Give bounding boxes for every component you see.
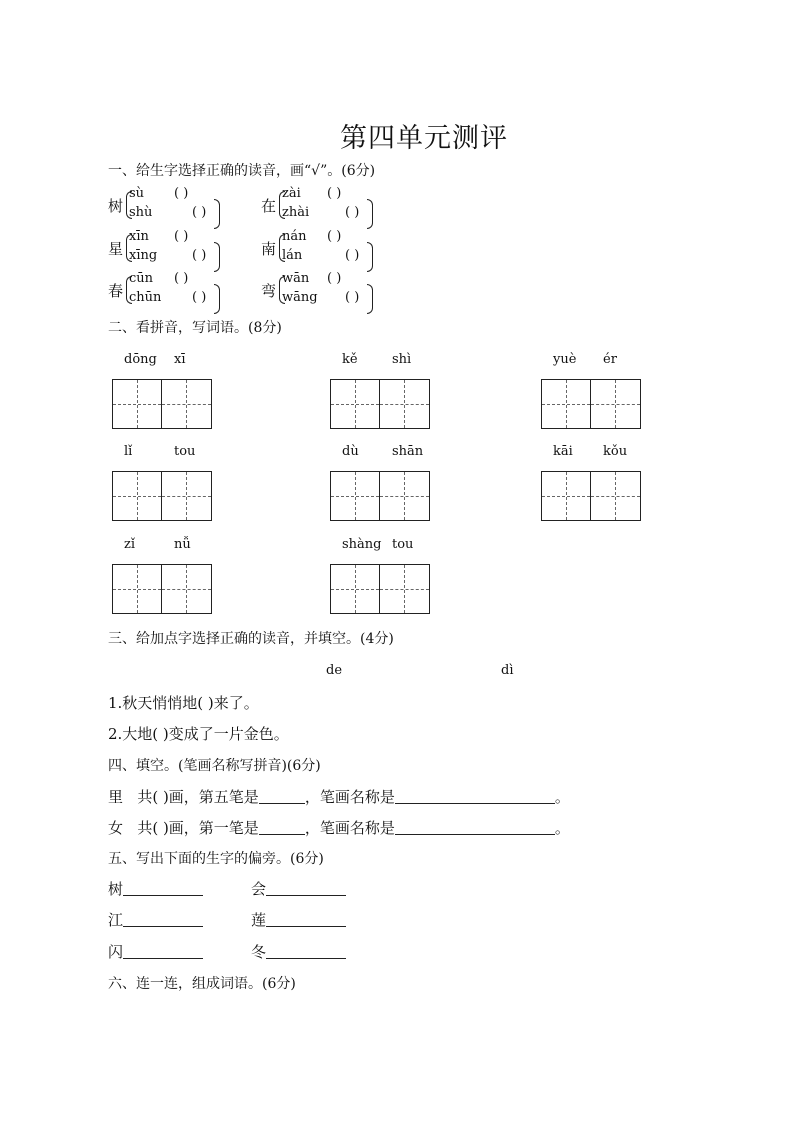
radical-char: 树: [108, 880, 124, 898]
answer-paren[interactable]: ( ): [345, 205, 360, 220]
choice-char: 南: [261, 240, 277, 258]
answer-line[interactable]: [266, 912, 346, 927]
choice-char: 在: [261, 197, 277, 215]
pinyin-option-b: lán: [282, 248, 303, 263]
grid-cell[interactable]: [380, 379, 430, 429]
bar-mark: [214, 242, 220, 272]
grid-cell[interactable]: [591, 471, 641, 521]
grid-cell[interactable]: [541, 379, 591, 429]
grid-cell[interactable]: [162, 379, 212, 429]
radical-char: 莲: [251, 911, 267, 929]
pinyin-syllable: xī: [174, 352, 186, 367]
choice-char: 弯: [261, 282, 277, 300]
section-6-heading: 六、连一连，组成词语。(6分): [108, 976, 296, 992]
pinyin-syllable: nǚ: [174, 537, 191, 552]
radical-item: [108, 941, 203, 962]
answer-line[interactable]: [395, 789, 555, 804]
answer-paren[interactable]: ( ): [327, 229, 342, 244]
grid-cell[interactable]: [541, 471, 591, 521]
radical-char: 闪: [108, 943, 124, 961]
grid-cell[interactable]: [330, 471, 380, 521]
answer-paren[interactable]: ( ): [327, 271, 342, 286]
pinyin-option-a: nán: [282, 229, 307, 244]
pinyin-option-a: sù: [129, 186, 145, 201]
pinyin-option-a: cūn: [129, 271, 154, 286]
writing-grid[interactable]: [330, 379, 430, 429]
grid-cell[interactable]: [112, 471, 162, 521]
pinyin-option-b: chūn: [129, 290, 162, 305]
pinyin-option-b: xīng: [129, 248, 158, 263]
grid-cell[interactable]: [330, 564, 380, 614]
pinyin-option-a: xīn: [129, 229, 149, 244]
radical-item: [108, 909, 203, 930]
answer-line[interactable]: [123, 912, 203, 927]
pinyin-syllable: ér: [603, 352, 617, 367]
pinyin-option-di: dì: [501, 663, 514, 678]
grid-cell[interactable]: [112, 379, 162, 429]
fill-mid: 共( )画，第一笔是: [137, 819, 259, 837]
pinyin-syllable: shì: [392, 352, 412, 367]
answer-paren[interactable]: ( ): [345, 248, 360, 263]
radical-char: 会: [251, 880, 267, 898]
radical-item: [251, 941, 346, 962]
pinyin-syllable: yuè: [553, 352, 577, 367]
writing-grid[interactable]: [330, 471, 430, 521]
grid-cell[interactable]: [112, 564, 162, 614]
pinyin-syllable: kǒu: [603, 444, 628, 459]
answer-paren[interactable]: ( ): [174, 271, 189, 286]
choice-char: 星: [108, 240, 124, 258]
answer-paren[interactable]: ( ): [174, 229, 189, 244]
radical-char: 冬: [251, 943, 267, 961]
answer-paren[interactable]: ( ): [345, 290, 360, 305]
answer-paren[interactable]: ( ): [192, 290, 207, 305]
section-2-heading: 二、看拼音，写词语。(8分): [108, 320, 282, 336]
grid-cell[interactable]: [380, 564, 430, 614]
pinyin-option-b: zhài: [282, 205, 310, 220]
section-3-heading: 三、给加点字选择正确的读音，并填空。(4分): [108, 631, 394, 647]
bar-mark: [367, 284, 373, 314]
writing-grid[interactable]: [112, 471, 212, 521]
choice-char: 树: [108, 197, 124, 215]
fill-tail: ，笔画名称是: [304, 819, 395, 837]
pinyin-syllable: shàng: [342, 537, 382, 552]
fill-end: 。: [554, 819, 570, 837]
pinyin-option-b: wāng: [282, 290, 318, 305]
question-1: 1.秋天悄悄地( )来了。: [108, 694, 259, 712]
bar-mark: [367, 199, 373, 229]
pinyin-syllable: zǐ: [124, 537, 136, 552]
answer-line[interactable]: [395, 820, 555, 835]
writing-grid[interactable]: [541, 379, 641, 429]
bar-mark: [214, 199, 220, 229]
fill-char: 里: [108, 788, 124, 806]
fill-end: 。: [554, 788, 570, 806]
answer-line[interactable]: [266, 944, 346, 959]
choice-char: 春: [108, 282, 124, 300]
answer-paren[interactable]: ( ): [192, 205, 207, 220]
writing-grid[interactable]: [112, 564, 212, 614]
grid-cell[interactable]: [380, 471, 430, 521]
bar-mark: [214, 284, 220, 314]
radical-item: [251, 909, 346, 930]
pinyin-syllable: shān: [392, 444, 424, 459]
radical-item: [251, 878, 346, 899]
grid-cell[interactable]: [330, 379, 380, 429]
answer-line[interactable]: [123, 944, 203, 959]
fill-tail: ，笔画名称是: [304, 788, 395, 806]
question-2: 2.大地( )变成了一片金色。: [108, 725, 289, 743]
radical-char: 江: [108, 911, 124, 929]
pinyin-option-b: shù: [129, 205, 153, 220]
fill-row-1: [108, 786, 570, 807]
answer-line[interactable]: [259, 789, 305, 804]
fill-char: 女: [108, 819, 124, 837]
pinyin-syllable: kě: [342, 352, 358, 367]
pinyin-option-a: zài: [282, 186, 301, 201]
pinyin-option-a: wān: [282, 271, 310, 286]
bar-mark: [367, 242, 373, 272]
answer-paren[interactable]: ( ): [192, 248, 207, 263]
pinyin-syllable: kāi: [553, 444, 573, 459]
writing-grid[interactable]: [330, 564, 430, 614]
writing-grid[interactable]: [112, 379, 212, 429]
answer-paren[interactable]: ( ): [327, 186, 342, 201]
radical-item: [108, 878, 203, 899]
fill-mid: 共( )画，第五笔是: [137, 788, 259, 806]
pinyin-syllable: dōng: [124, 352, 157, 367]
answer-line[interactable]: [259, 820, 305, 835]
answer-paren[interactable]: ( ): [174, 186, 189, 201]
pinyin-option-de: de: [326, 663, 343, 678]
page-title: 第四单元测评: [340, 123, 508, 154]
answer-line[interactable]: [266, 881, 346, 896]
answer-line[interactable]: [123, 881, 203, 896]
section-4-heading: 四、填空。(笔画名称写拼音)(6分): [108, 758, 321, 774]
grid-cell[interactable]: [162, 471, 212, 521]
section-5-heading: 五、写出下面的生字的偏旁。(6分): [108, 851, 324, 867]
section-1-heading: 一、给生字选择正确的读音，画“√”。(6分): [108, 163, 376, 179]
fill-row-2: [108, 817, 570, 838]
writing-grid[interactable]: [541, 471, 641, 521]
pinyin-syllable: dù: [342, 444, 359, 459]
grid-cell[interactable]: [162, 564, 212, 614]
pinyin-syllable: tou: [392, 537, 414, 552]
grid-cell[interactable]: [591, 379, 641, 429]
pinyin-syllable: tou: [174, 444, 196, 459]
pinyin-syllable: lǐ: [124, 444, 133, 459]
